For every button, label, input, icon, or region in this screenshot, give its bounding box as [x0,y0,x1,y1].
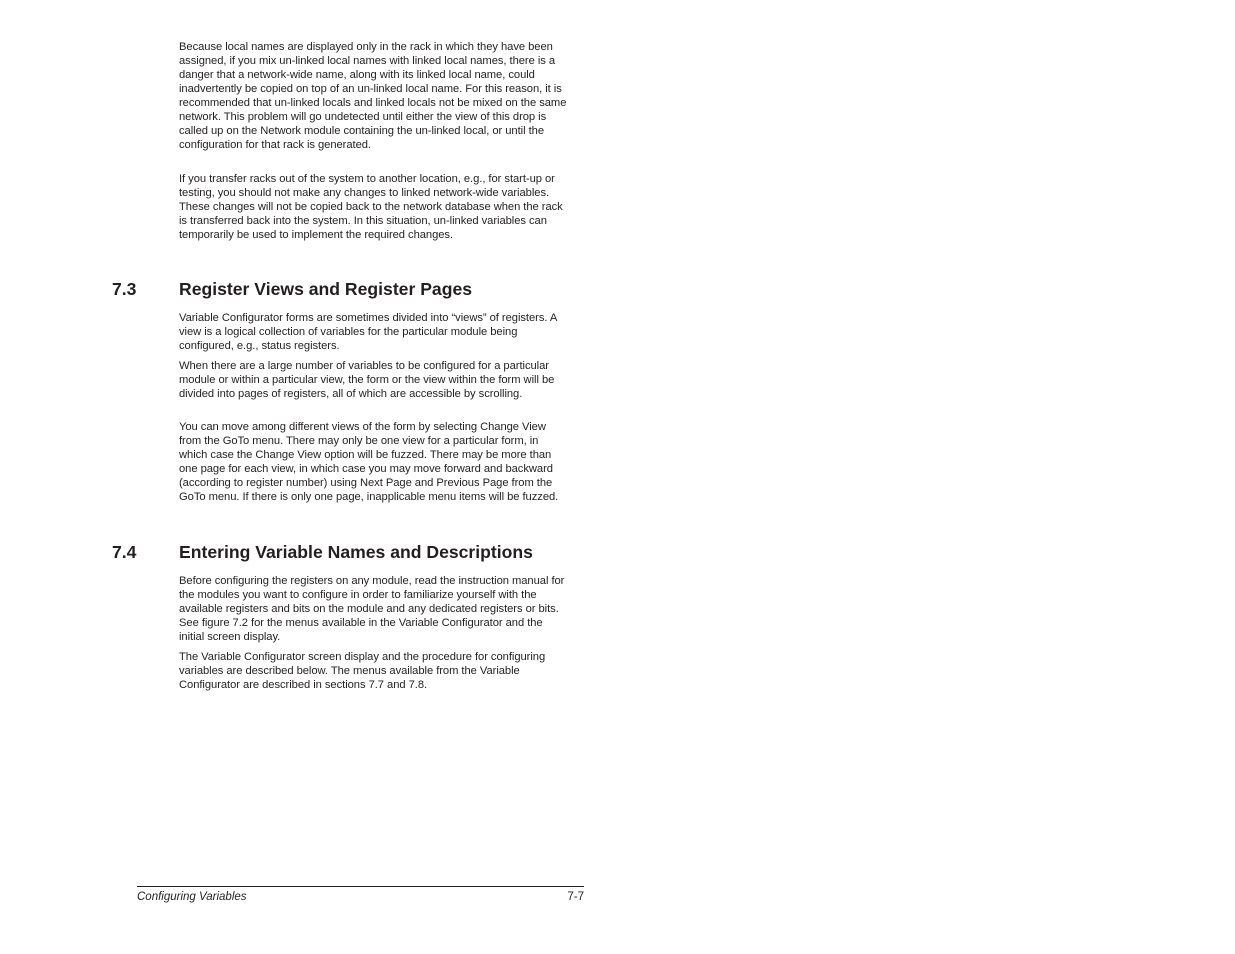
section-7-3-paragraph-3: You can move among different views of the form by selecting Change View from the GoTo menu. There may only be one view for a particular form, in which case the Change View option will be fuzzed. There may be more than one page for each view, in which case you may move forward and backward (according to register number) using Next Page and Previous Page from the GoTo menu. If there is only one page, inapplicable menu items will be fuzzed. [179,421,559,504]
intro-paragraph-2: If you transfer racks out of the system to another location, e.g., for start-up or testing, you should not make any changes to linked network-wide variables. These changes will not be copied back to the network database when the rack is transferred back into the system. In this situation, un-linked variables can temporarily be used to implement the required changes. [179,173,563,242]
section-7-4-number: 7.4 [112,542,137,562]
section-7-3-number: 7.3 [112,279,137,299]
section-7-3-paragraph-2: When there are a large number of variables to be configured for a particular module or within a particular view, the form or the view within the form will be divided into pages of registers, all of which are accessible by scrolling. [179,360,555,401]
section-7-4-title: Entering Variable Names and Descriptions [179,542,533,562]
footer-divider [137,886,584,887]
section-7-3-paragraph-1: Variable Configurator forms are sometimes divided into “views” of registers. A view is a logical collection of variables for the particular module being configured, e.g., status registers. [179,312,557,353]
section-7-4-paragraph-2: The Variable Configurator screen display and the procedure for configuring variables are described below. The menus available from the Variable Configurator are described in sections 7.7 and 7.8. [179,651,546,692]
intro-paragraph-1: Because local names are displayed only in the rack in which they have been assigned, if you mix un-linked local names with linked local names, there is a danger that a network-wide name, along with its linked local name, could inadvertently be copied on top of an un-linked local name. For this reason, it is recommended that un-linked locals and linked locals not be mixed on the same network. This problem will go undetected until either the view of this drop is called up on the Network module containing the un-linked local, or until the configuration for that rack is generated. [179,41,567,152]
footer-chapter-title: Configuring Variables [137,891,247,903]
section-7-4-paragraph-1: Before configuring the registers on any module, read the instruction manual for the modules you want to configure in order to familiarize yourself with the available registers and bits on the module and any dedicated registers or bits. See figure 7.2 for the menus available in the Variable Configurator and the initial screen display. [179,575,565,644]
section-7-3-title: Register Views and Register Pages [179,279,473,299]
footer-page-number: 7-7 [567,891,584,903]
